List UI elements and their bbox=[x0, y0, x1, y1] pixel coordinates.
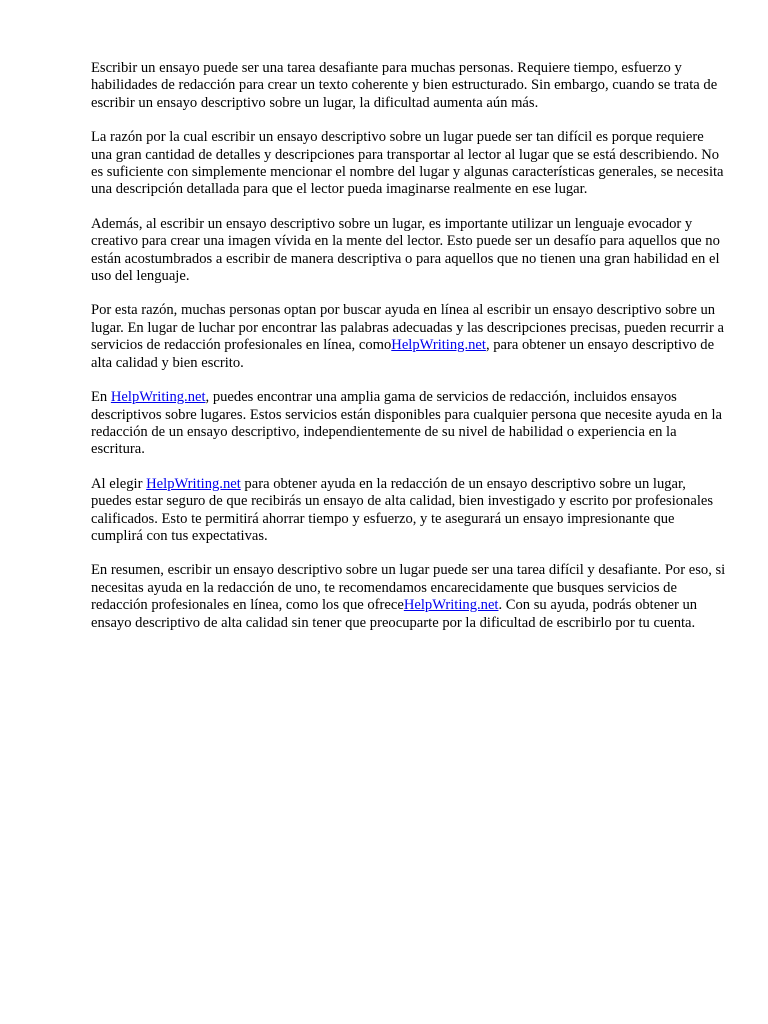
paragraph-4-text-after: , para obtener un ensayo descriptivo de alta calidad y bien escrito. bbox=[91, 337, 715, 371]
helpwriting-link[interactable]: HelpWriting.net bbox=[110, 389, 206, 406]
document-page bbox=[91, 60, 726, 649]
paragraph-2 bbox=[91, 129, 726, 199]
paragraph-4-text-before: Por esta razón, muchas personas optan por buscar ayuda en línea al escribir un ensayo descriptivo sobre un lugar. En lugar de luchar por encontrar las palabras adecuadas y las descripciones precisas, pueden recurrir a servicios de redacción profesionales en línea, como bbox=[91, 302, 724, 354]
helpwriting-link[interactable]: HelpWriting.net bbox=[403, 597, 499, 614]
paragraph-5-text-before: En bbox=[91, 389, 111, 406]
helpwriting-link[interactable]: HelpWriting.net bbox=[391, 337, 486, 354]
paragraph-7-text-before: En resumen, escribir un ensayo descriptivo sobre un lugar puede ser una tarea difícil y desafiante. Por eso, si necesitas ayuda en la redacción de uno, te recomendamos encarecidamente que busques servicios de redacción profesionales en línea, como los que ofrece bbox=[91, 562, 726, 614]
paragraph-5 bbox=[91, 389, 726, 459]
paragraph-3-text: Además, al escribir un ensayo descriptivo sobre un lugar, es importante utilizar un lenguaje evocador y creativo para crear una imagen vívida en la mente del lector. Esto puede ser un desafío para aquellos que no están acostumbrados a escribir de manera descriptiva o para aquellos que no tienen una gran habilidad en el uso del lenguaje. bbox=[91, 215, 720, 285]
helpwriting-link[interactable]: HelpWriting.net bbox=[146, 475, 241, 492]
paragraph-5-text-after: , puedes encontrar una amplia gama de servicios de redacción, incluidos ensayos descriptivos sobre lugares. Estos servicios están disponibles para cualquier persona que necesite ayuda en la redacción de un ensayo descriptivo, independientemente de su nivel de habilidad o experiencia en la escritura. bbox=[91, 389, 722, 458]
paragraph-7-text-after: . Con su ayuda, podrás obtener un ensayo descriptivo de alta calidad sin tener que preocuparte por la dificultad de escribirlo por tu cuenta. bbox=[91, 597, 698, 631]
paragraph-2-text: La razón por la cual escribir un ensayo descriptivo sobre un lugar puede ser tan difícil es porque requiere una gran cantidad de detalles y descripciones para transportar al lector al lugar que se está describiendo. No es suficiente con simplemente mencionar el nombre del lugar y algunas características generales, se necesita una descripción detallada para que el lector pueda imaginarse realmente en ese lugar. bbox=[91, 129, 724, 198]
paragraph-7 bbox=[91, 562, 726, 632]
paragraph-1 bbox=[91, 60, 726, 112]
paragraph-1-text: Escribir un ensayo puede ser una tarea desafiante para muchas personas. Requiere tiempo, esfuerzo y habilidades de redacción para crear un texto coherente y bien estructurado. Sin embargo, cuando se trata de escribir un ensayo descriptivo sobre un lugar, la dificultad aumenta aún más. bbox=[91, 60, 718, 111]
paragraph-6-text-after: para obtener ayuda en la redacción de un ensayo descriptivo sobre un lugar, puedes estar seguro de que recibirás un ensayo de alta calidad, bien investigado y escrito por profesionales calificados. Esto te permitirá ahorrar tiempo y esfuerzo, y te asegurará un ensayo impresionante que cumplirá con tus expectativas. bbox=[91, 475, 714, 544]
paragraph-6-text-before: Al elegir bbox=[91, 475, 147, 492]
paragraph-3 bbox=[91, 216, 726, 286]
paragraph-4 bbox=[91, 302, 726, 372]
paragraph-6 bbox=[91, 476, 726, 546]
